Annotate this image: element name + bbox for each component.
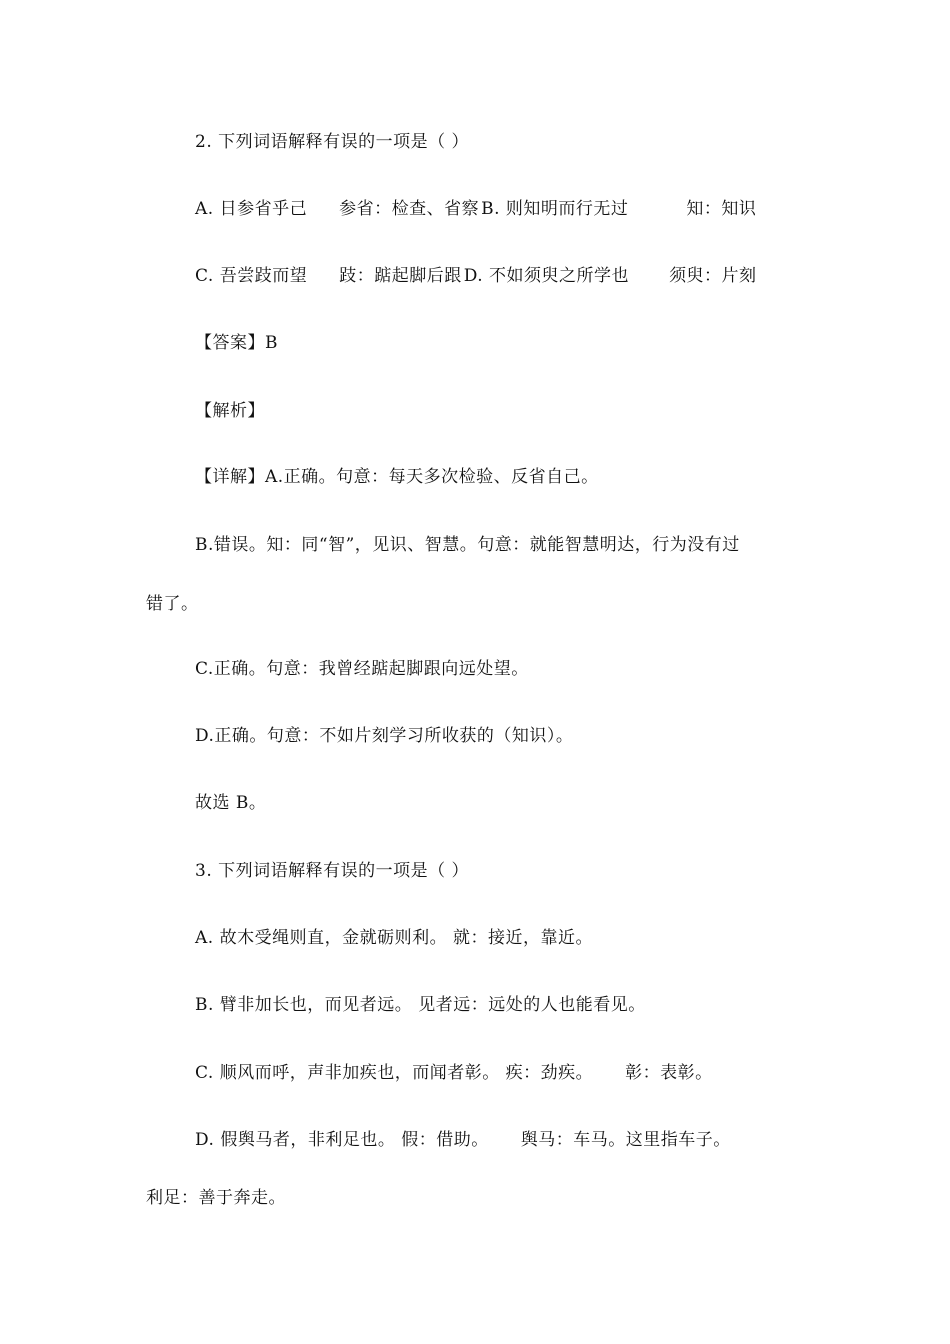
q3-option-d-continuation: 利足：善于奔走。 xyxy=(146,1188,286,1208)
q2-option-a-text: A. 日参省乎己 xyxy=(195,199,308,219)
q2-option-b-gloss: 知：知识 xyxy=(686,199,757,219)
q2-option-b-text: B. 则知明而行无过 xyxy=(481,199,629,219)
q2-options-ab xyxy=(195,198,756,220)
q2-conclusion: 故选 B。 xyxy=(195,793,267,813)
q2-answer: 【答案】B xyxy=(195,333,278,353)
q2-option-c-text: C. 吾尝跂而望 xyxy=(195,266,308,286)
q2-option-d-text: D. 不如须臾之所学也 xyxy=(463,266,630,286)
q2-stem: 2. 下列词语解释有误的一项是（ ） xyxy=(195,132,470,152)
q3-option-b: B. 臂非加长也，而见者远。 见者远：远处的人也能看见。 xyxy=(195,995,646,1015)
q2-option-d-gloss: 须臾：片刻 xyxy=(669,266,757,286)
q2-detail-b-line1: B.错误。知：同“智”，见识、智慧。句意：就能智慧明达，行为没有过 xyxy=(195,535,740,555)
q3-option-c xyxy=(195,1062,713,1084)
q3-option-c-gloss: 彰：表彰。 xyxy=(625,1063,713,1083)
q3-option-d-text: D. 假舆马者，非利足也。 假：借助。 xyxy=(195,1130,489,1150)
q3-option-a: A. 故木受绳则直，金就砺则利。 就：接近，靠近。 xyxy=(195,928,593,948)
q2-options-cd xyxy=(195,265,757,287)
q3-option-c-text: C. 顺风而呼，声非加疾也，而闻者彰。 疾：劲疾。 xyxy=(195,1063,594,1083)
q2-analysis-heading: 【解析】 xyxy=(195,401,265,421)
q2-option-c-gloss: 跂：踮起脚后跟 xyxy=(339,266,462,286)
q2-detail-a: 【详解】A.正确。句意：每天多次检验、反省自己。 xyxy=(195,467,599,487)
q3-stem: 3. 下列词语解释有误的一项是（ ） xyxy=(195,861,470,881)
q2-detail-d: D.正确。句意：不如片刻学习所收获的（知识）。 xyxy=(195,726,574,746)
q3-option-d-gloss: 舆马：车马。这里指车子。 xyxy=(520,1130,731,1150)
q2-option-a-gloss: 参省：检查、省察 xyxy=(339,199,480,219)
q2-detail-c: C.正确。句意：我曾经踮起脚跟向远处望。 xyxy=(195,659,529,679)
q2-detail-b-line2: 错了。 xyxy=(146,594,199,614)
q3-option-d xyxy=(195,1129,731,1151)
